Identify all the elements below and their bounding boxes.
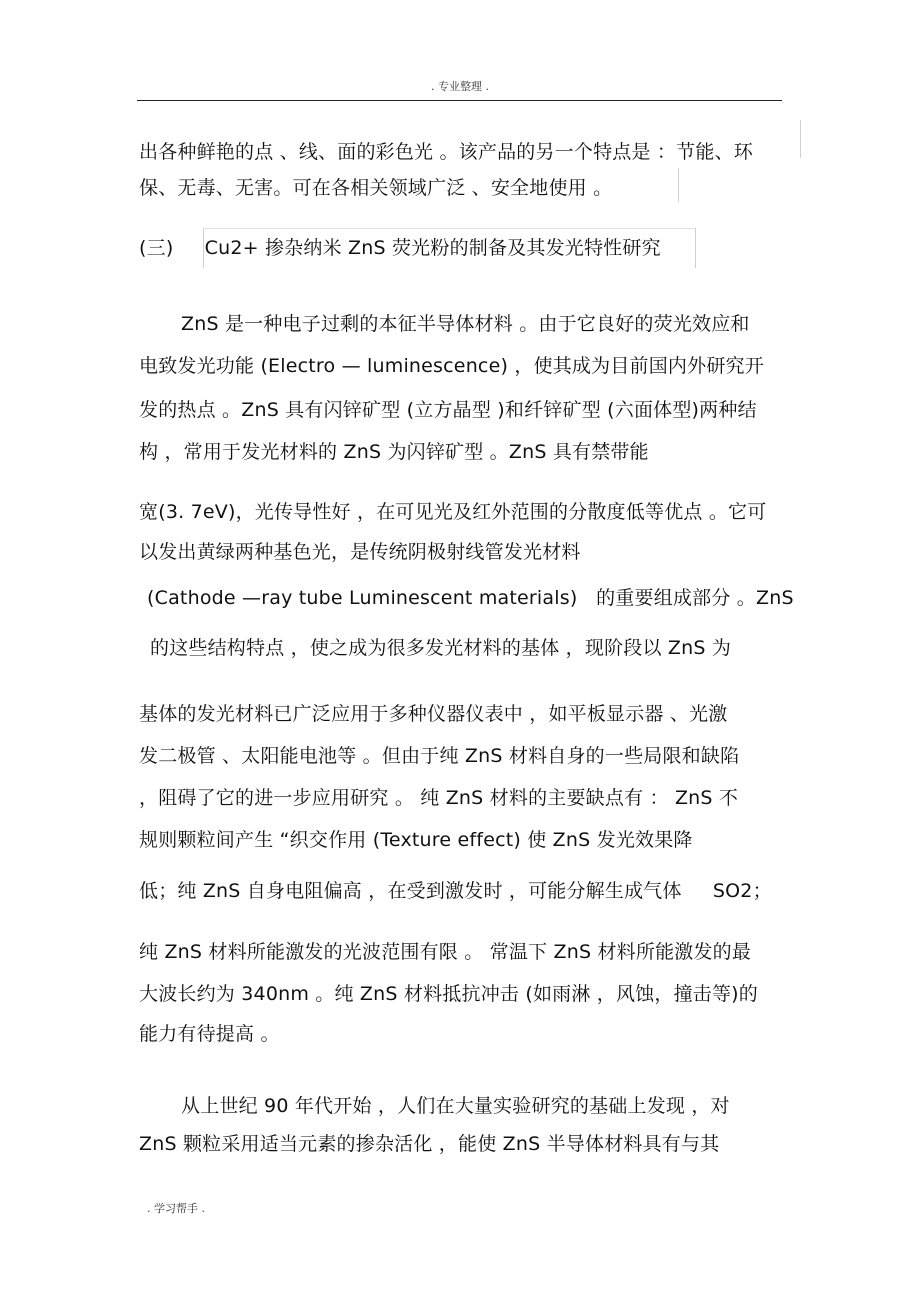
page-header: . 专业整理 . [431,80,489,93]
scan-mark [203,228,695,229]
text-line: 基体的发光材料已广泛应用于多种仪器仪表中 ，如平板显示器 、光激 [139,703,728,725]
scan-mark [695,228,696,268]
text-line: 构 ，常用于发光材料的 ZnS 为闪锌矿型 。ZnS 具有禁带能 [139,441,649,463]
text-line: 电致发光功能 (Electro — luminescence) ，使其成为目前国内外研究开 [139,355,764,377]
text-line: 大波长约为 340nm 。纯 ZnS 材料抵抗冲击 (如雨淋 ，风蚀，撞击等)的 [139,983,758,1005]
text-line: ZnS 是一种电子过剩的本征半导体材料 。由于它良好的荧光效应和 [181,313,750,335]
text-line: ，阻碍了它的进一步应用研究 。 纯 ZnS 材料的主要缺点有 ： ZnS 不 [139,787,739,809]
text-line: 从上世纪 90 年代开始 ，人们在大量实验研究的基础上发现 ，对 [181,1095,730,1117]
scan-mark [800,120,801,158]
text-line: 能力有待提高 。 [139,1023,280,1045]
text-line: 规则颗粒间产生 “织交作用 (Texture effect) 使 ZnS 发光效果降 [139,829,693,851]
header-rule [137,100,782,101]
text-line: 出各种鲜艳的点 、线、面的彩色光 。该产品的另一个特点是 ：节能、环 [139,141,753,163]
page-footer: . 学习帮手 . [147,1202,205,1215]
text-line: 发的热点 。ZnS 具有闪锌矿型 (立方晶型 )和纤锌矿型 (六面体型)两种结 [139,399,757,421]
section-heading: (三) Cu2+ 掺杂纳米 ZnS 荧光粉的制备及其发光特性研究 [139,237,661,259]
text-line: 以发出黄绿两种基色光，是传统阴极射线管发光材料 [139,541,581,563]
text-line: 的这些结构特点 ，使之成为很多发光材料的基体 ，现阶段以 ZnS 为 [150,637,732,659]
text-line: ZnS 颗粒采用适当元素的掺杂活化 ，能使 ZnS 半导体材料具有与其 [139,1133,720,1155]
text-line: (Cathode —ray tube Luminescent materials) 的重要组成部分 。ZnS [147,587,794,609]
text-line: 纯 ZnS 材料所能激发的光波范围有限 。 常温下 ZnS 材料所能激发的最 [139,941,752,963]
text-line: 低；纯 ZnS 自身电阻偏高 ，在受到激发时 ，可能分解生成气体 SO2； [139,880,772,902]
text-line: 保、无毒、无害。可在各相关领域广泛 、安全地使用 。 [139,177,613,199]
text-line: 宽(3. 7eV)，光传导性好 ，在可见光及红外范围的分散度低等优点 。它可 [139,501,767,523]
text-line: 发二极管 、太阳能电池等 。但由于纯 ZnS 材料自身的一些局限和缺陷 [139,745,740,767]
scan-mark [678,168,679,202]
